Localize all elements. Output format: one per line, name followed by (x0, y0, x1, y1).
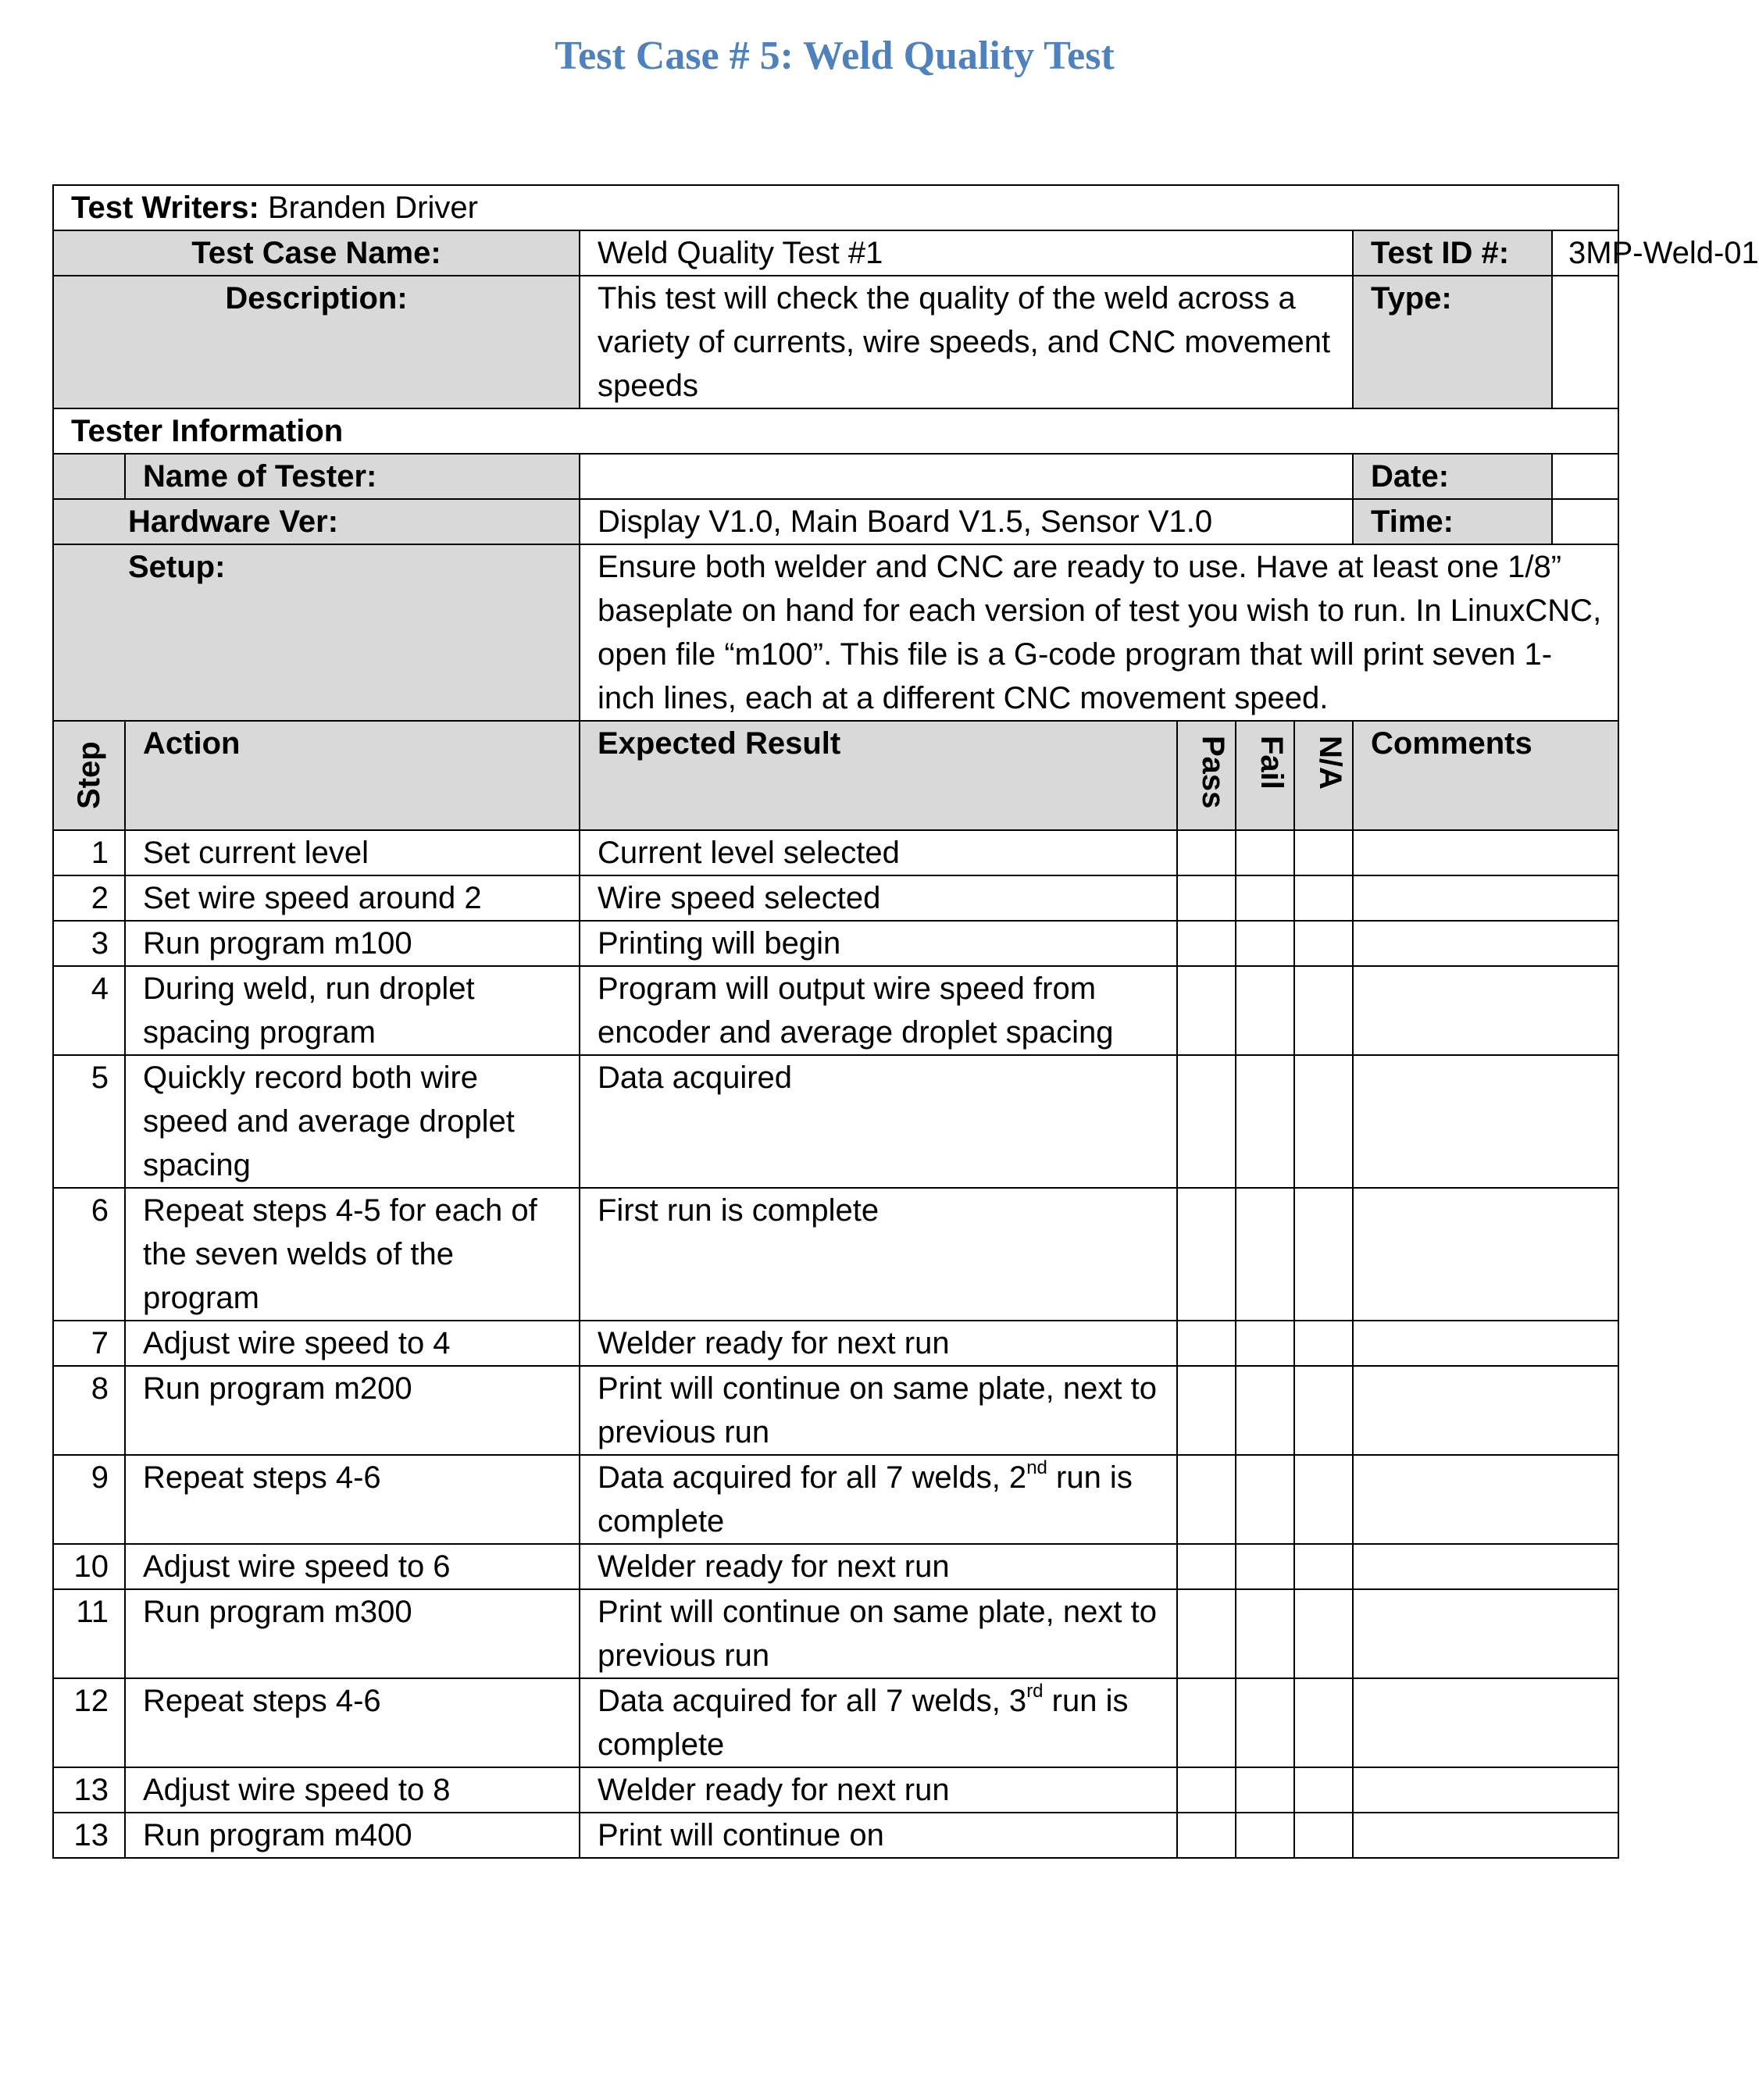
comments-cell[interactable] (1353, 1055, 1618, 1188)
fail-cell[interactable] (1236, 875, 1294, 921)
test-writers-label: Test Writers: (71, 191, 259, 225)
pass-cell[interactable] (1177, 1188, 1236, 1321)
pass-cell[interactable] (1177, 875, 1236, 921)
table-row (53, 1767, 1618, 1813)
step-number: 9 (53, 1455, 125, 1544)
step-expected: Print will continue on (580, 1813, 1177, 1858)
table-row (53, 1366, 1618, 1455)
fail-cell[interactable] (1236, 1678, 1294, 1767)
table-row (53, 1321, 1618, 1366)
step-number: 6 (53, 1188, 125, 1321)
table-row (53, 1455, 1618, 1544)
step-number: 12 (53, 1678, 125, 1767)
ordinal-suffix: nd (1026, 1456, 1047, 1478)
tester-name-row (53, 454, 1618, 499)
step-number: 3 (53, 921, 125, 966)
na-cell[interactable] (1294, 966, 1353, 1055)
comments-cell[interactable] (1353, 1455, 1618, 1544)
comments-cell[interactable] (1353, 921, 1618, 966)
pass-cell[interactable] (1177, 1055, 1236, 1188)
expected-header: Expected Result (580, 721, 1177, 830)
step-number: 13 (53, 1767, 125, 1813)
expected-text: Data acquired for all 7 welds, 2 (598, 1460, 1027, 1495)
step-action: Run program m100 (125, 921, 580, 966)
step-action: Run program m300 (125, 1589, 580, 1678)
pass-cell[interactable] (1177, 830, 1236, 875)
comments-cell[interactable] (1353, 1544, 1618, 1589)
na-cell[interactable] (1294, 1366, 1353, 1455)
comments-header: Comments (1353, 721, 1618, 830)
step-expected: Print will continue on same plate, next to previous run (580, 1589, 1177, 1678)
fail-cell[interactable] (1236, 1455, 1294, 1544)
step-action: Adjust wire speed to 6 (125, 1544, 580, 1589)
step-number: 10 (53, 1544, 125, 1589)
pass-cell[interactable] (1177, 1321, 1236, 1366)
test-writers-cell (53, 185, 1618, 230)
step-number: 4 (53, 966, 125, 1055)
fail-cell[interactable] (1236, 1055, 1294, 1188)
comments-cell[interactable] (1353, 1767, 1618, 1813)
step-action: Quickly record both wire speed and average droplet spacing (125, 1055, 580, 1188)
table-row (53, 1544, 1618, 1589)
pass-cell[interactable] (1177, 1589, 1236, 1678)
test-writers-row (53, 185, 1618, 230)
step-expected: Current level selected (580, 830, 1177, 875)
fail-cell[interactable] (1236, 966, 1294, 1055)
step-number: 11 (53, 1589, 125, 1678)
table-row (53, 1813, 1618, 1858)
setup-value[interactable]: Ensure both welder and CNC are ready to use. Have at least one 1/8” baseplate on hand for each version of test you wish to run. In LinuxCNC, open file “m100”. This file is a G-code program that will print seven 1-inch lines, each at a different CNC movement speed. (580, 544, 1618, 721)
fail-cell[interactable] (1236, 921, 1294, 966)
step-number: 13 (53, 1813, 125, 1858)
step-number: 1 (53, 830, 125, 875)
pass-cell[interactable] (1177, 1544, 1236, 1589)
fail-cell[interactable] (1236, 830, 1294, 875)
pass-cell[interactable] (1177, 966, 1236, 1055)
step-action: Run program m400 (125, 1813, 580, 1858)
fail-cell[interactable] (1236, 1813, 1294, 1858)
pass-cell[interactable] (1177, 1455, 1236, 1544)
time-value[interactable] (1552, 499, 1618, 544)
date-label: Date: (1353, 454, 1552, 499)
test-id-value[interactable]: 3MP-Weld-01 (1552, 230, 1618, 276)
step-number: 7 (53, 1321, 125, 1366)
setup-row (53, 544, 1618, 721)
test-case-name-row (53, 230, 1618, 276)
na-cell[interactable] (1294, 1813, 1353, 1858)
table-row (53, 875, 1618, 921)
page-title: Test Case # 5: Weld Quality Test (555, 34, 1115, 78)
date-value[interactable] (1552, 454, 1618, 499)
fail-cell[interactable] (1236, 1589, 1294, 1678)
hardware-row (53, 499, 1618, 544)
hardware-value[interactable]: Display V1.0, Main Board V1.5, Sensor V1.0 (580, 499, 1353, 544)
comments-cell[interactable] (1353, 1188, 1618, 1321)
tester-name-value[interactable] (580, 454, 1353, 499)
na-cell[interactable] (1294, 1321, 1353, 1366)
comments-cell[interactable] (1353, 1321, 1618, 1366)
step-action: Repeat steps 4-5 for each of the seven welds of the program (125, 1188, 580, 1321)
step-expected: First run is complete (580, 1188, 1177, 1321)
expected-text-tail: run is complete (598, 1460, 1133, 1538)
fail-cell[interactable] (1236, 1188, 1294, 1321)
hardware-label: Hardware Ver: (53, 499, 580, 544)
step-number: 2 (53, 875, 125, 921)
table-row (53, 1678, 1618, 1767)
table-row (53, 921, 1618, 966)
step-expected: Welder ready for next run (580, 1544, 1177, 1589)
description-row (53, 276, 1618, 408)
na-cell[interactable] (1294, 1678, 1353, 1767)
table-row (53, 1589, 1618, 1678)
description-value[interactable]: This test will check the quality of the weld across a variety of currents, wire speeds, and CNC movement speeds (580, 276, 1353, 408)
ordinal-suffix: rd (1026, 1680, 1044, 1702)
pass-cell[interactable] (1177, 1678, 1236, 1767)
time-label: Time: (1353, 499, 1552, 544)
steps-header-row (53, 721, 1618, 830)
setup-label: Setup: (53, 544, 580, 721)
table-row (53, 1055, 1618, 1188)
step-expected: Print will continue on same plate, next to previous run (580, 1366, 1177, 1455)
comments-cell[interactable] (1353, 1813, 1618, 1858)
pass-cell[interactable] (1177, 921, 1236, 966)
table-row (53, 966, 1618, 1055)
step-action: Set current level (125, 830, 580, 875)
na-cell[interactable] (1294, 1055, 1353, 1188)
test-case-table (52, 184, 1759, 1859)
step-expected (580, 1455, 1177, 1544)
pass-cell[interactable] (1177, 1813, 1236, 1858)
tester-info-row (53, 408, 1618, 454)
step-number: 5 (53, 1055, 125, 1188)
comments-cell[interactable] (1353, 1589, 1618, 1678)
comments-cell[interactable] (1353, 830, 1618, 875)
table-row (53, 1188, 1618, 1321)
na-cell[interactable] (1294, 1767, 1353, 1813)
fail-header: Fail (1236, 721, 1294, 830)
description-label: Description: (53, 276, 580, 408)
step-number: 8 (53, 1366, 125, 1455)
expected-text-tail: run is complete (598, 1684, 1129, 1762)
step-expected: Wire speed selected (580, 875, 1177, 921)
step-action: Set wire speed around 2 (125, 875, 580, 921)
step-expected (580, 1678, 1177, 1767)
step-action: Adjust wire speed to 8 (125, 1767, 580, 1813)
pass-cell[interactable] (1177, 1366, 1236, 1455)
expected-text: Data acquired for all 7 welds, 3 (598, 1684, 1027, 1718)
type-value[interactable] (1552, 276, 1618, 408)
step-header: Step (53, 721, 125, 830)
step-expected: Program will output wire speed from encoder and average droplet spacing (580, 966, 1177, 1055)
comments-cell[interactable] (1353, 1366, 1618, 1455)
pass-header: Pass (1177, 721, 1236, 830)
step-action: Adjust wire speed to 4 (125, 1321, 580, 1366)
fail-cell[interactable] (1236, 1544, 1294, 1589)
comments-cell[interactable] (1353, 966, 1618, 1055)
tester-name-label: Name of Tester: (125, 454, 580, 499)
na-cell[interactable] (1294, 1455, 1353, 1544)
na-header: N/A (1294, 721, 1353, 830)
step-expected: Welder ready for next run (580, 1767, 1177, 1813)
step-expected: Data acquired (580, 1055, 1177, 1188)
na-cell[interactable] (1294, 875, 1353, 921)
na-cell[interactable] (1294, 921, 1353, 966)
step-expected: Printing will begin (580, 921, 1177, 966)
step-action: Repeat steps 4-6 (125, 1455, 580, 1544)
na-cell[interactable] (1294, 1188, 1353, 1321)
pass-cell[interactable] (1177, 1767, 1236, 1813)
fail-cell[interactable] (1236, 1767, 1294, 1813)
test-writers-value: Branden Driver (267, 191, 478, 225)
tester-info-heading: Tester Information (53, 408, 1618, 454)
step-action: Run program m200 (125, 1366, 580, 1455)
fail-cell[interactable] (1236, 1366, 1294, 1455)
type-label: Type: (1353, 276, 1552, 408)
step-action: Repeat steps 4-6 (125, 1678, 580, 1767)
test-case-name-label: Test Case Name: (53, 230, 580, 276)
step-action: During weld, run droplet spacing program (125, 966, 580, 1055)
test-case-name-value[interactable]: Weld Quality Test #1 (580, 230, 1353, 276)
action-header: Action (125, 721, 580, 830)
na-cell[interactable] (1294, 1544, 1353, 1589)
step-expected: Welder ready for next run (580, 1321, 1177, 1366)
comments-cell[interactable] (1353, 875, 1618, 921)
na-cell[interactable] (1294, 830, 1353, 875)
test-id-label: Test ID #: (1353, 230, 1552, 276)
na-cell[interactable] (1294, 1589, 1353, 1678)
comments-cell[interactable] (1353, 1678, 1618, 1767)
fail-cell[interactable] (1236, 1321, 1294, 1366)
tester-name-spacer (53, 454, 125, 499)
table-row (53, 830, 1618, 875)
